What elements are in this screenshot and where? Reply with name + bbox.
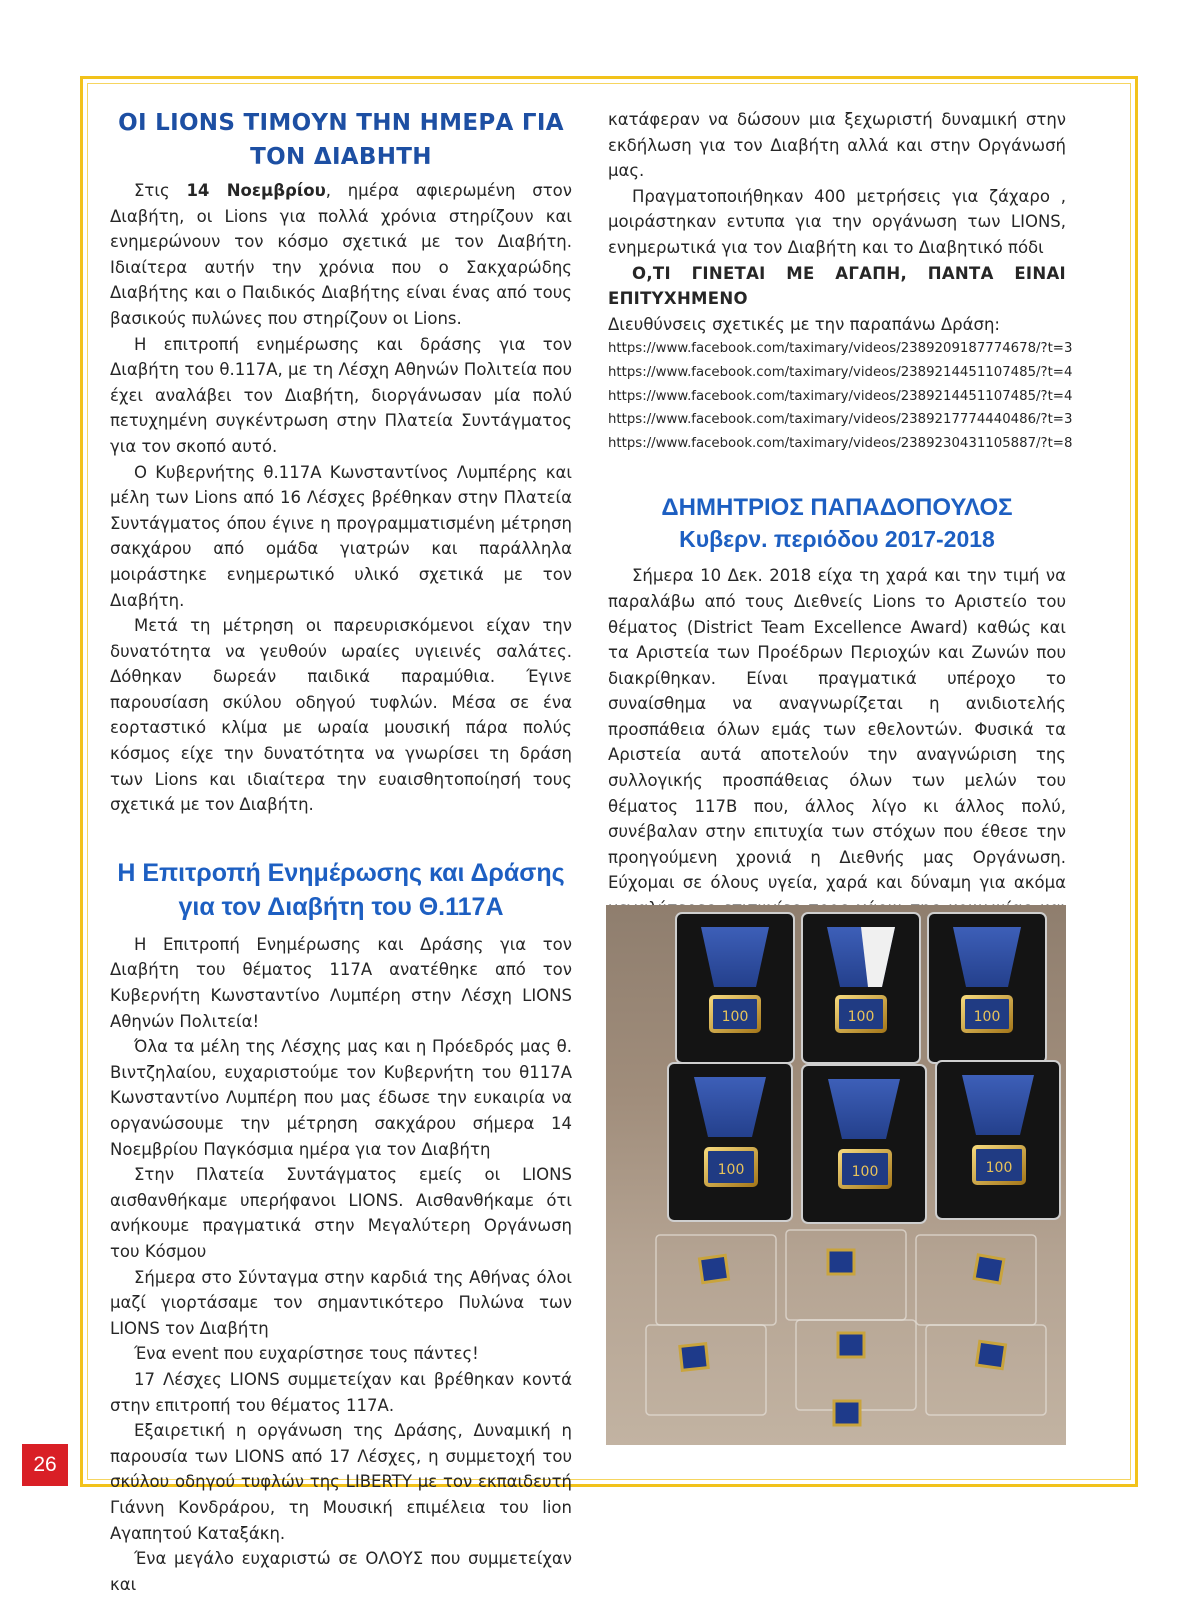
intro-paragraph — [110, 178, 572, 332]
pin — [680, 1344, 708, 1371]
medals-photo — [606, 905, 1066, 1445]
medal-case — [936, 1061, 1060, 1219]
svg-text:100: 100 — [721, 1009, 749, 1025]
intro-date: 14 Νοεμβρίου — [186, 181, 326, 200]
svg-text:100: 100 — [973, 1009, 1001, 1025]
svg-text:100: 100 — [717, 1162, 745, 1178]
medal-case — [928, 913, 1046, 1063]
intro-prefix: Στις — [134, 181, 187, 200]
pin — [976, 1341, 1005, 1368]
paragraph: Σήμερα 10 Δεκ. 2018 είχα τη χαρά και την τιμή να παραλάβω από τους Διεθνείς Lions το Αριστείο του θέματος (District Team Excellence Award) καθώς και τα Αριστεία των Προέδρων Περιοχών και Ζωνών που διακρίθηκαν. Είναι πραγματικά υπέροχο το συναίσθημα να αναγνωρίζεται η ανιδιοτελής προσπάθεια όλων εμάς των εθελοντών. Φυσικά τα Αριστεία αυτά αποτελούν την αναγνώριση της συλλογικής προσπάθειας όλων των μελών του θέματος 117Β που, άλλος λίγο κι άλλος πολύ, συνέβαλαν στην επιτυχία των στόχων που έθεσε την προηγούμενη χρονιά η Διεθνής μας Οργάνωση. Εύχομαι σε όλους υγεία, χαρά και δύναμη για ακόμα — [608, 566, 1066, 893]
svg-text:100: 100 — [847, 1009, 875, 1025]
medal-case — [802, 1065, 926, 1223]
governor-name: ΔΗΜΗΤΡΙΟΣ ΠΑΠΑΔΟΠΟΥΛΟΣ — [661, 494, 1013, 522]
medal-case — [668, 1063, 792, 1221]
svg-text:100: 100 — [851, 1164, 879, 1180]
video-link[interactable]: https://www.facebook.com/taximary/videos/2389217774440486/?t=3 — [608, 412, 1073, 428]
paragraph: Σήμερα στο Σύνταγμα στην καρδιά της Αθήνας όλοι μαζί γιορτάσαμε τον σημαντικότερο Πυλώνα των LIONS τον Διαβήτη — [110, 1267, 572, 1338]
paragraph: Ο Κυβερνήτης θ.117Α Κωνσταντίνος Λυμπέρης και μέλη των Lions από 16 Λέσχες βρέθηκαν στην Πλατεία Συντάγματος όπου έγινε η προγραμματισμένη μέτρηση σακχάρου από ομάδα γιατρών και παράλληλα μοιράστηκε ενημερωτικό υλικό σχετικά με τον Διαβήτη. — [110, 462, 572, 610]
video-link[interactable]: https://www.facebook.com/taximary/videos/2389209187774678/?t=3 — [608, 341, 1073, 357]
paragraph: Πραγματοποιήθηκαν 400 μετρήσεις για ζάχαρο , μοιράστηκαν εντυπα για την οργάνωση των LIONS, ενημερωτικά για τον Διαβήτη και το Διαβητικό πόδι — [608, 186, 1066, 257]
page-number: 26 — [22, 1444, 68, 1486]
paragraph: Εξαιρετική η οργάνωση της Δράσης, Δυναμική η παρουσία των LIONS από 17 Λέσχες, η συμμετοχή του σκύλου οδηγού τυφλών της LIBERTY με τον εκπαιδευτή Γιάννη Κονδράρου, τη Μουσική επιμέλεια του lion Αγαπητού Καταξάκη. — [110, 1421, 572, 1543]
governor-term: Κυβερν. περιόδου 2017-2018 — [679, 526, 995, 553]
paragraph: Ένα μεγάλο ευχαριστώ σε ΟΛΟΥΣ που συμμετείχαν και — [110, 1549, 572, 1594]
paragraph: Η Επιτροπή Ενημέρωσης και Δράσης για τον Διαβήτη του θέματος 117Α ανατέθηκε από τον Κυβερνήτη Κωνσταντίνο Λυμπέρη στην Λέσχη LIONS Αθηνών Πολιτεία! — [110, 934, 572, 1031]
pin — [838, 1333, 864, 1357]
paragraph: Μετά τη μέτρηση οι παρευρισκόμενοι είχαν την δυνατότητα να γευθούν ωραίες υγιεινές σαλάτες. Δόθηκαν δωρεάν παιδικά παραμύθια. Έγινε παρουσίαση σκύλου οδηγού τυφλών. Μέσα σε ένα εορταστικό κλίμα με ωραία μουσική πάρα πολύς κόσμος είχε την δυνατότητα να γνωρίσει τη δράση των Lions και ιδιαίτερα την ευαισθητοποίησή τους σχετικά με τον Διαβήτη. — [110, 616, 572, 815]
left-column — [110, 106, 572, 1597]
video-link[interactable]: https://www.facebook.com/taximary/videos/2389214451107485/?t=4 — [608, 388, 1073, 404]
video-link[interactable]: https://www.facebook.com/taximary/videos/2389214451107485/?t=4 — [608, 364, 1073, 380]
svg-text:100: 100 — [985, 1160, 1013, 1176]
motto: Ο,ΤΙ ΓΙΝΕΤΑΙ ΜΕ ΑΓΑΠΗ, ΠΑΝΤΑ ΕΙΝΑΙ ΕΠΙΤΥΧΗΜΕΝΟ — [608, 263, 1066, 309]
paragraph: Η επιτροπή ενημέρωσης και δράσης για τον Διαβήτη του θ.117Α, με τη Λέσχη Αθηνών Πολιτεία που έχει αναλάβει τον Διαβήτη, διοργάνωσαν μία πολύ πετυχημένη συγκέντρωση στην Πλατεία Συντάγματος για τον σκοπό αυτό. — [110, 334, 572, 456]
pin — [834, 1401, 860, 1425]
pin — [699, 1255, 728, 1282]
links-list — [608, 337, 1073, 455]
pin — [974, 1255, 1004, 1283]
links-label: Διευθύνσεις σχετικές με την παραπάνω Δράση: — [608, 314, 1000, 334]
pin — [828, 1250, 854, 1274]
article-title: ΟΙ LIONS ΤΙΜΟΥΝ ΤΗΝ ΗΜΕΡΑ ΓΙΑ ΤΟΝ ΔΙΑΒΗΤΗ — [118, 110, 564, 170]
paragraph: 17 Λέσχες LIONS συμμετείχαν και βρέθηκαν κοντά στην επιτροπή του θέματος 117Α. — [110, 1369, 572, 1415]
governor-heading — [608, 491, 1066, 555]
medal-case — [676, 913, 794, 1063]
medal-case — [802, 913, 920, 1063]
paragraph: Στην Πλατεία Συντάγματος εμείς οι LIONS αισθανθήκαμε υπερήφανοι LIONS. Αισθανθήκαμε ότι ανήκουμε πραγματικά στην Μεγαλύτερη Οργάνωση του Κόσμου — [110, 1165, 572, 1261]
intro-rest: , ημέρα αφιερωμένη στον Διαβήτη, οι Lions για πολλά χρόνια στηρίζουν και ενημερώνουν τον κόσμο σχετικά με τον Διαβήτη. Ιδιαίτερα αυτήν την χρόνια που ο Σακχαρώδης Διαβήτης και ο Παιδικός Διαβήτης είναι ένας από τους βασικούς πυλώνες που στηρίζουν οι Lions. — [110, 181, 572, 328]
right-column — [608, 107, 1073, 947]
medals-illustration — [606, 905, 1066, 1445]
section-title: Η Επιτροπή Ενημέρωσης και Δράσης για τον Διαβήτη του Θ.117Α — [117, 858, 565, 921]
video-link[interactable]: https://www.facebook.com/taximary/videos/2389230431105887/?t=8 — [608, 435, 1073, 451]
paragraph: Όλα τα μέλη της Λέσχης μας και η Πρόεδρός μας θ. Βιντζηλαίου, ευχαριστούμε τον Κυβερνήτη του θ117Α Κωνσταντίνο Λυμπέρη που μας έδωσε την ευκαιρία να οργανώσουμε την μέτρηση σακχάρου σήμερα 14 Νοεμβρίου Παγκόσμια ημέρα για τον Διαβήτη — [110, 1037, 572, 1159]
paragraph: Ένα event που ευχαρίστησε τους πάντες! — [134, 1344, 479, 1364]
paragraph: κατάφεραν να δώσουν μια ξεχωριστή δυναμική στην εκδήλωση για τον Διαβήτη αλλά και στην Οργάνωσή μας. — [608, 110, 1066, 181]
